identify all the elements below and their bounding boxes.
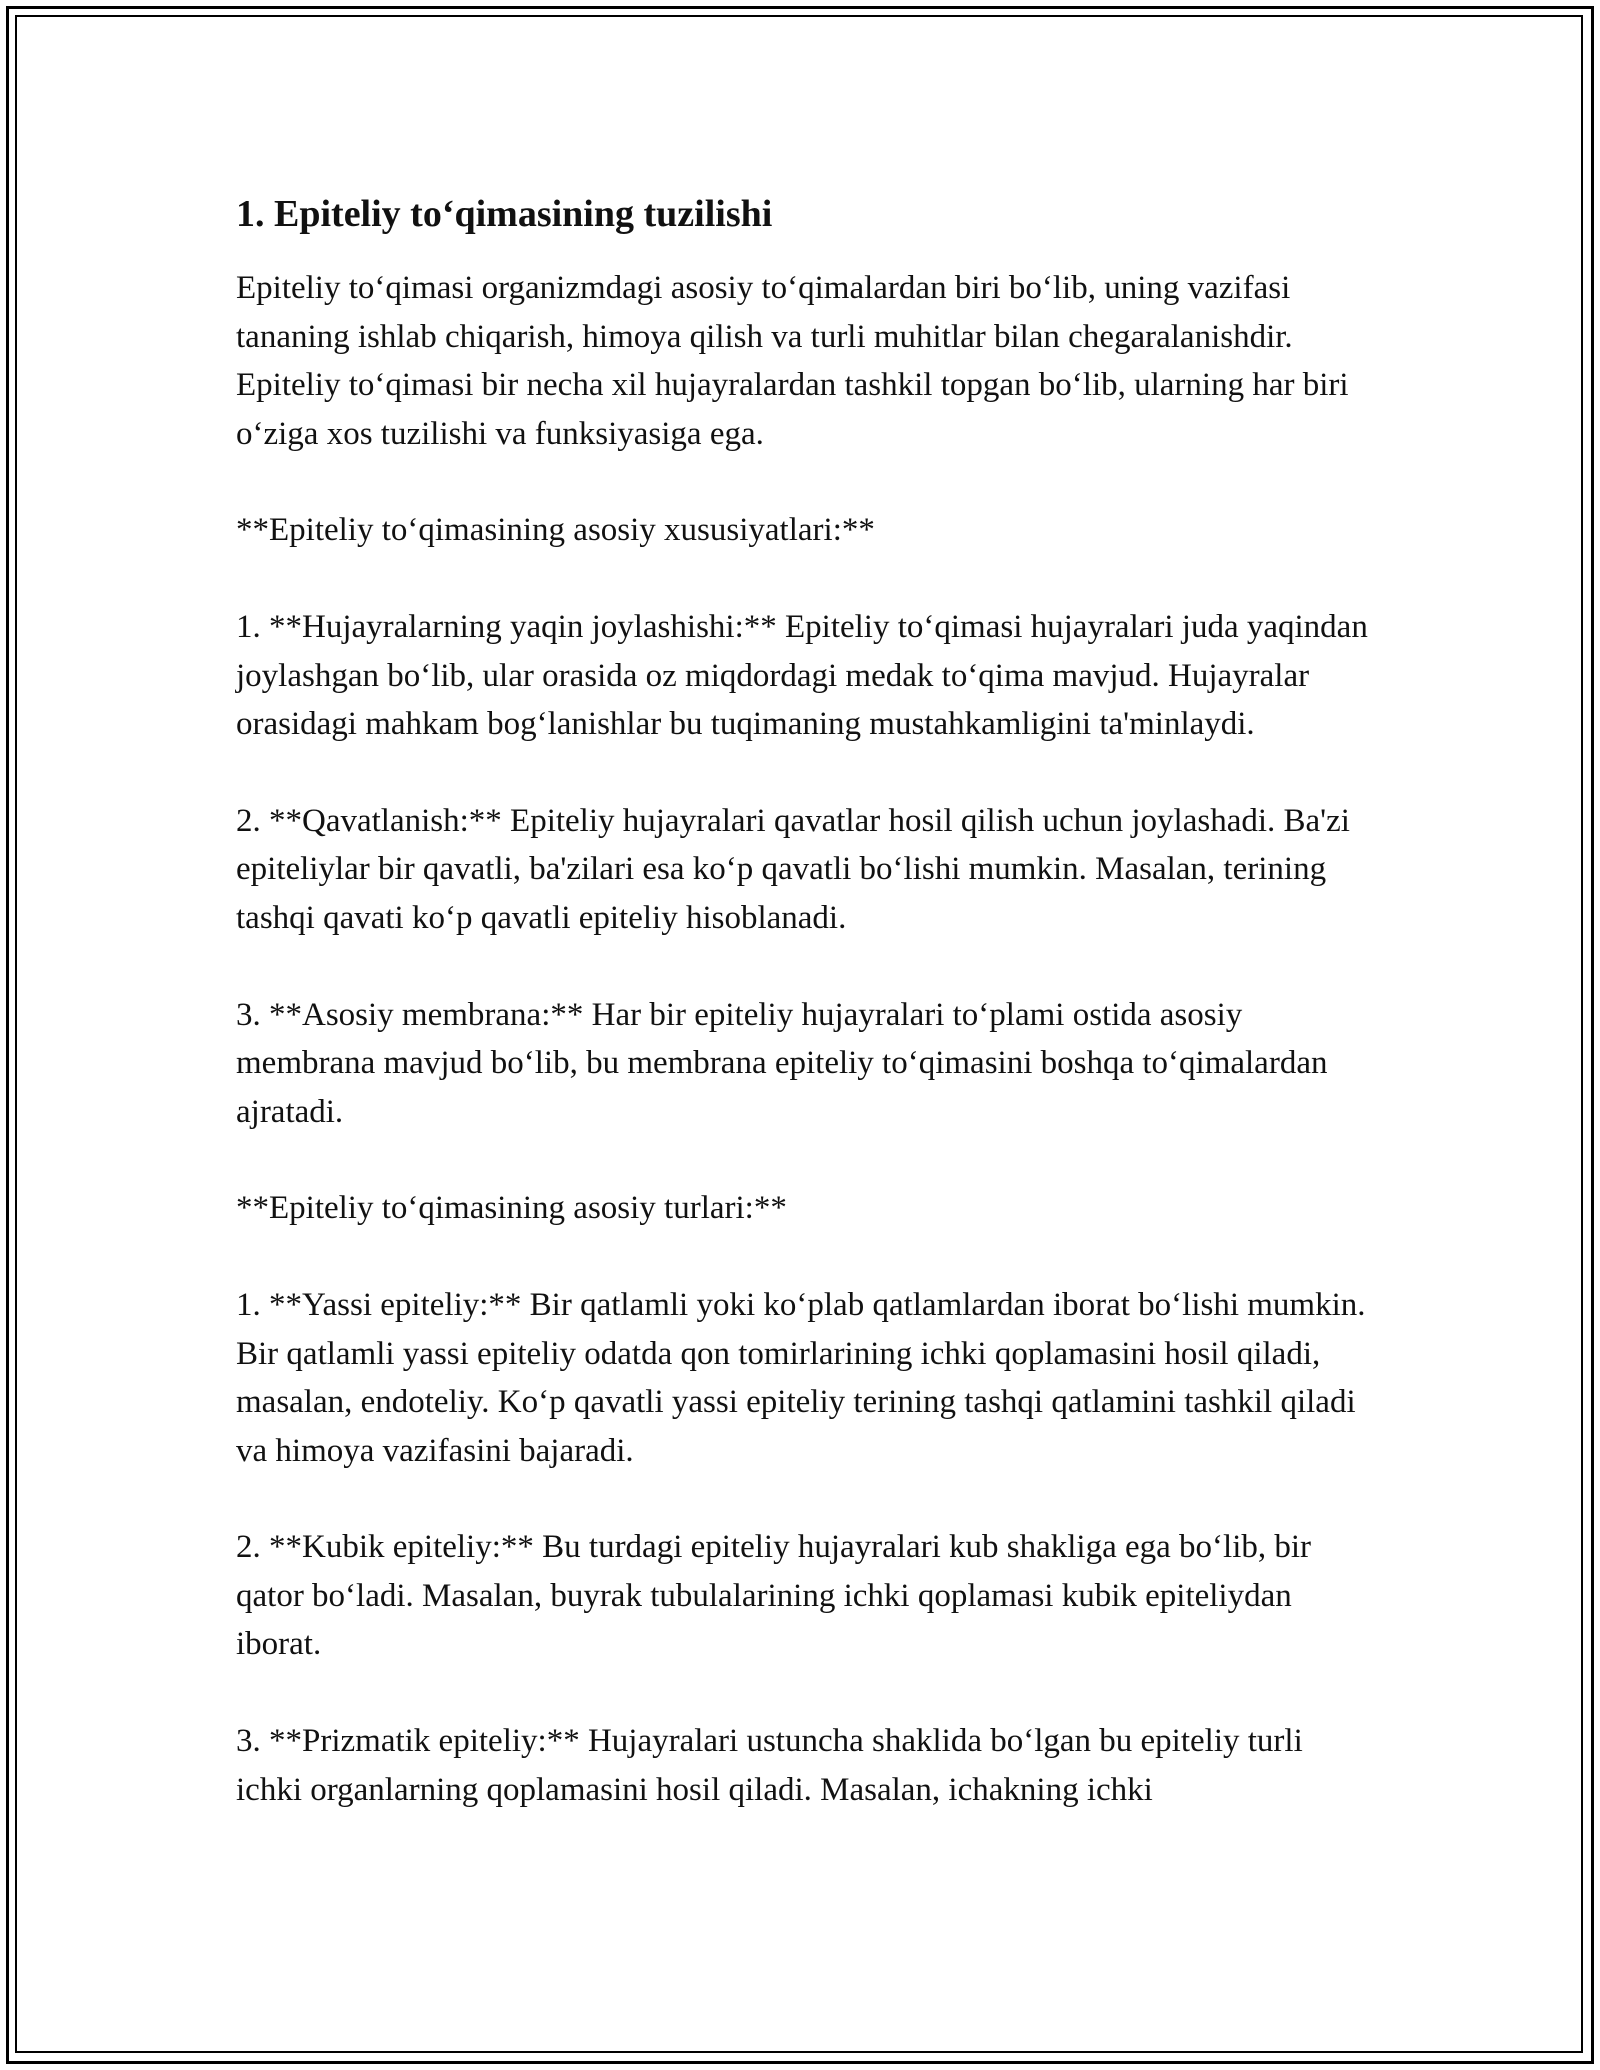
- features-heading: **Epiteliy to‘qimasining asosiy xususiyatlari:**: [236, 512, 875, 549]
- types-heading: **Epiteliy to‘qimasining asosiy turlari:**: [236, 1190, 787, 1227]
- type-item-2: 2. **Kubik epiteliy:** Bu turdagi epiteliy hujayralari kub shakliga ega bo‘lib, bir qator bo‘ladi. Masalan, buyrak tubulalarining ichki qoplamasi kubik epiteliydan iborat.: [236, 1529, 1312, 1663]
- document-body: [236, 190, 1376, 1814]
- feature-item-1: 1. **Hujayralarning yaqin joylashishi:** Epiteliy to‘qimasi hujayralari juda yaqindan joylashgan bo‘lib, ular orasida oz miqdordagi medak to‘qima mavjud. Hujayralar orasidagi mahkam bog‘lanishlar bu tuqimaning mustahkamligini ta'minlaydi.: [236, 608, 1368, 743]
- type-item-1: 1. **Yassi epiteliy:** Bir qatlamli yoki ko‘plab qatlamlardan iborat bo‘lishi mumkin. Bir qatlamli yassi epiteliy odatda qon tomirlarining ichki qoplamasini hosil qiladi, masalan, endoteliy. Ko‘p qavatli yassi epiteliy terining tashqi qatlamini tashkil qiladi va himoya vazifasini bajaradi.: [236, 1286, 1366, 1469]
- feature-item-3: 3. **Asosiy membrana:** Har bir epiteliy hujayralari to‘plami ostida asosiy membrana mavjud bo‘lib, bu membrana epiteliy to‘qimasini boshqa to‘qimalardan ajratadi.: [236, 996, 1328, 1130]
- section-heading: 1. Epiteliy to‘qimasining tuzilishi: [236, 193, 773, 235]
- intro-paragraph: Epiteliy to‘qimasi organizmdagi asosiy to‘qimalardan biri bo‘lib, uning vazifasi tananing ishlab chiqarish, himoya qilish va turli muhitlar bilan chegaralanishdir. Epiteliy to‘qimasi bir necha xil hujayralardan tashkil topgan bo‘lib, ularning har biri o‘ziga xos tuzilishi va funksiyasiga ega.: [236, 270, 1349, 452]
- feature-item-2: 2. **Qavatlanish:** Epiteliy hujayralari qavatlar hosil qilish uchun joylashadi. Ba'zi epiteliylar bir qavatli, ba'zilari esa ko‘p qavatli bo‘lishi mumkin. Masalan, terining tashqi qavati ko‘p qavatli epiteliy hisoblanadi.: [236, 802, 1350, 936]
- type-item-3: 3. **Prizmatik epiteliy:** Hujayralari ustuncha shaklida bo‘lgan bu epiteliy turli ichki organlarning qoplamasini hosil qiladi. Masalan, ichakning ichki: [236, 1723, 1303, 1808]
